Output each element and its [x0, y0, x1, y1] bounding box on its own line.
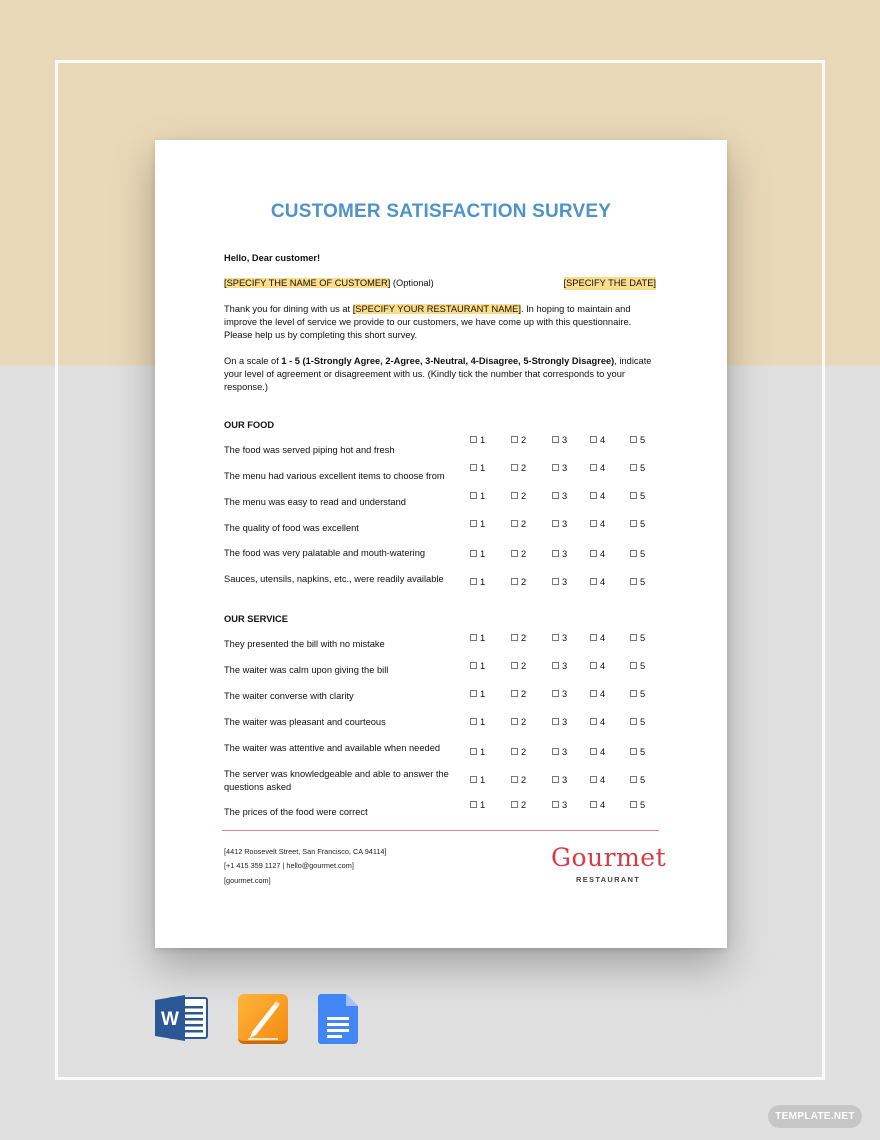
rating-option-label: 5 — [640, 689, 646, 699]
checkbox-icon[interactable] — [552, 634, 559, 641]
checkbox-icon[interactable] — [511, 776, 518, 783]
checkbox-icon[interactable] — [511, 748, 518, 755]
question-label: The prices of the food were correct — [224, 807, 368, 817]
rating-option[interactable] — [552, 799, 567, 811]
checkbox-icon[interactable] — [552, 436, 559, 443]
checkbox-icon[interactable] — [511, 690, 518, 697]
rating-option[interactable] — [630, 462, 645, 474]
word-icon[interactable] — [155, 994, 209, 1042]
checkbox-icon[interactable] — [470, 550, 477, 557]
rating-option[interactable] — [511, 462, 526, 474]
rating-option-label: 1 — [480, 689, 486, 699]
rating-option-label: 3 — [562, 775, 568, 785]
checkbox-icon[interactable] — [630, 634, 637, 641]
checkbox-icon[interactable] — [590, 436, 597, 443]
scale-prefix: On a scale of — [224, 356, 282, 366]
rating-option[interactable] — [552, 462, 567, 474]
question-label: The quality of food was excellent — [224, 523, 359, 533]
rating-option[interactable] — [470, 799, 485, 811]
checkbox-icon[interactable] — [590, 662, 597, 669]
checkbox-icon[interactable] — [590, 690, 597, 697]
rating-option-label: 1 — [480, 519, 486, 529]
svg-text:W: W — [161, 1009, 179, 1030]
rating-option[interactable] — [590, 462, 605, 474]
checkbox-icon[interactable] — [511, 464, 518, 471]
rating-option-label: 1 — [480, 717, 486, 727]
checkbox-icon[interactable] — [590, 520, 597, 527]
footer-website: [gourmet.com] — [224, 876, 271, 885]
rating-option-label: 2 — [521, 717, 527, 727]
rating-option[interactable] — [511, 518, 526, 530]
rating-option[interactable] — [552, 518, 567, 530]
pages-icon[interactable] — [238, 994, 288, 1044]
checkbox-icon[interactable] — [511, 718, 518, 725]
checkbox-icon[interactable] — [552, 662, 559, 669]
rating-option[interactable] — [630, 799, 645, 811]
checkbox-icon[interactable] — [470, 436, 477, 443]
rating-option[interactable] — [590, 632, 605, 644]
rating-option-label: 1 — [480, 633, 486, 643]
rating-option[interactable] — [552, 434, 567, 446]
rating-option[interactable] — [511, 490, 526, 502]
rating-option[interactable] — [630, 576, 645, 588]
checkbox-icon[interactable] — [552, 578, 559, 585]
rating-option-label: 2 — [521, 577, 527, 587]
rating-option[interactable] — [511, 548, 526, 560]
checkbox-icon[interactable] — [590, 634, 597, 641]
question-label: The menu was easy to read and understand — [224, 497, 406, 507]
rating-option[interactable] — [590, 548, 605, 560]
rating-option-label: 4 — [600, 435, 606, 445]
checkbox-icon[interactable] — [630, 776, 637, 783]
rating-option-label: 4 — [600, 775, 606, 785]
intro-suffix: . In hoping to maintain and improve the level of service we provide to our customers, we have come up with this questionnaire. Please help us by completing this short survey. — [224, 304, 632, 340]
rating-option[interactable] — [552, 746, 567, 758]
rating-option-label: 3 — [562, 800, 568, 810]
intro-paragraph — [224, 303, 660, 342]
rating-option-label: 2 — [521, 549, 527, 559]
checkbox-icon[interactable] — [470, 634, 477, 641]
checkbox-icon[interactable] — [630, 801, 637, 808]
checkbox-icon[interactable] — [511, 436, 518, 443]
rating-option-label: 2 — [521, 775, 527, 785]
rating-option[interactable] — [470, 518, 485, 530]
rating-option-label: 1 — [480, 747, 486, 757]
optional-label: (Optional) — [390, 278, 434, 288]
rating-option-label: 4 — [600, 717, 606, 727]
rating-option[interactable] — [590, 799, 605, 811]
rating-option-label: 5 — [640, 577, 646, 587]
rating-option-label: 4 — [600, 661, 606, 671]
rating-option-label: 1 — [480, 661, 486, 671]
rating-option[interactable] — [552, 660, 567, 672]
rating-option[interactable] — [470, 434, 485, 446]
checkbox-icon[interactable] — [630, 464, 637, 471]
rating-option[interactable] — [470, 746, 485, 758]
checkbox-icon[interactable] — [630, 436, 637, 443]
rating-option[interactable] — [590, 716, 605, 728]
footer-address: [4412 Roosevelt Street, San Francisco, CA 94114] — [224, 847, 387, 856]
checkbox-icon[interactable] — [552, 718, 559, 725]
section-heading: OUR FOOD — [224, 420, 275, 430]
template-net-badge[interactable]: TEMPLATE.NET — [768, 1105, 862, 1128]
rating-option[interactable] — [470, 576, 485, 588]
rating-option[interactable] — [470, 490, 485, 502]
question-label: The menu had various excellent items to choose from — [224, 471, 445, 481]
rating-option[interactable] — [552, 576, 567, 588]
rating-option[interactable] — [552, 688, 567, 700]
rating-option[interactable] — [470, 774, 485, 786]
intro-prefix: Thank you for dining with us at — [224, 304, 353, 314]
rating-option-label: 5 — [640, 775, 646, 785]
rating-option[interactable] — [590, 660, 605, 672]
checkbox-icon[interactable] — [630, 662, 637, 669]
rating-option-label: 5 — [640, 747, 646, 757]
rating-option[interactable] — [511, 716, 526, 728]
date-placeholder: [SPECIFY THE DATE] — [563, 278, 656, 288]
rating-option-label: 2 — [521, 747, 527, 757]
customer-name-placeholder: [SPECIFY THE NAME OF CUSTOMER] — [224, 278, 391, 288]
checkbox-icon[interactable] — [552, 801, 559, 808]
checkbox-icon[interactable] — [590, 464, 597, 471]
rating-option-label: 5 — [640, 463, 646, 473]
checkbox-icon[interactable] — [630, 550, 637, 557]
checkbox-icon[interactable] — [552, 748, 559, 755]
question-label: They presented the bill with no mistake — [224, 639, 385, 649]
question-label: The waiter was calm upon giving the bill — [224, 665, 389, 675]
rating-option[interactable] — [511, 660, 526, 672]
question-label: The waiter converse with clarity — [224, 691, 354, 701]
checkbox-icon[interactable] — [630, 748, 637, 755]
rating-option-label: 5 — [640, 519, 646, 529]
rating-option[interactable] — [552, 632, 567, 644]
rating-option-label: 3 — [562, 717, 568, 727]
checkbox-icon[interactable] — [552, 550, 559, 557]
rating-option-label: 3 — [562, 435, 568, 445]
rating-option[interactable] — [630, 746, 645, 758]
question-label: The food was served piping hot and fresh — [224, 445, 395, 455]
rating-option-label: 4 — [600, 689, 606, 699]
question-label: Sauces, utensils, napkins, etc., were readily available — [224, 574, 444, 584]
rating-option[interactable] — [630, 490, 645, 502]
rating-option-label: 2 — [521, 435, 527, 445]
scale-suffix: , indicate your level of agreement or disagreement with us. (Kindly tick the number that corresponds to your response.) — [224, 356, 652, 392]
checkbox-icon[interactable] — [590, 718, 597, 725]
checkbox-icon[interactable] — [511, 550, 518, 557]
checkbox-icon[interactable] — [511, 578, 518, 585]
rating-option[interactable] — [630, 688, 645, 700]
checkbox-icon[interactable] — [470, 464, 477, 471]
rating-option-label: 5 — [640, 435, 646, 445]
question-label: The waiter was pleasant and courteous — [224, 717, 386, 727]
checkbox-icon[interactable] — [470, 520, 477, 527]
rating-option-label: 4 — [600, 491, 606, 501]
footer-contact: [+1 415 359 1127 | hello@gourmet.com] — [224, 861, 354, 870]
rating-option-label: 3 — [562, 689, 568, 699]
rating-option-label: 2 — [521, 800, 527, 810]
rating-option-label: 2 — [521, 633, 527, 643]
rating-option[interactable] — [511, 434, 526, 446]
rating-option-label: 1 — [480, 577, 486, 587]
checkbox-icon[interactable] — [511, 492, 518, 499]
rating-option-label: 1 — [480, 435, 486, 445]
checkbox-icon[interactable] — [630, 578, 637, 585]
rating-option-label: 3 — [562, 519, 568, 529]
checkbox-icon[interactable] — [470, 718, 477, 725]
rating-option[interactable] — [470, 632, 485, 644]
rating-option[interactable] — [630, 660, 645, 672]
rating-option[interactable] — [470, 660, 485, 672]
checkbox-icon[interactable] — [470, 492, 477, 499]
rating-option-label: 4 — [600, 463, 606, 473]
checkbox-icon[interactable] — [552, 520, 559, 527]
rating-option-label: 5 — [640, 661, 646, 671]
rating-option[interactable] — [590, 576, 605, 588]
rating-option-label: 3 — [562, 491, 568, 501]
rating-option[interactable] — [590, 688, 605, 700]
rating-option[interactable] — [630, 716, 645, 728]
rating-option-label: 3 — [562, 661, 568, 671]
rating-option-label: 2 — [521, 463, 527, 473]
rating-option[interactable] — [470, 716, 485, 728]
rating-option-label: 4 — [600, 549, 606, 559]
checkbox-icon[interactable] — [511, 662, 518, 669]
rating-option-label: 3 — [562, 577, 568, 587]
checkbox-icon[interactable] — [552, 492, 559, 499]
checkbox-icon[interactable] — [590, 550, 597, 557]
checkbox-icon[interactable] — [590, 492, 597, 499]
gourmet-logo-subtitle: RESTAURANT — [576, 875, 641, 884]
rating-option[interactable] — [511, 576, 526, 588]
rating-option-label: 1 — [480, 549, 486, 559]
rating-option[interactable] — [511, 774, 526, 786]
rating-option[interactable] — [470, 462, 485, 474]
rating-option-label: 4 — [600, 800, 606, 810]
checkbox-icon[interactable] — [552, 464, 559, 471]
rating-option-label: 4 — [600, 633, 606, 643]
rating-option[interactable] — [630, 774, 645, 786]
google-docs-icon[interactable] — [318, 994, 358, 1044]
rating-option[interactable] — [470, 548, 485, 560]
rating-option[interactable] — [630, 434, 645, 446]
rating-option[interactable] — [590, 490, 605, 502]
question-label: The server was knowledgeable and able to answer the questions asked — [224, 769, 449, 792]
restaurant-name-placeholder: [SPECIFY YOUR RESTAURANT NAME] — [352, 304, 521, 314]
checkbox-icon[interactable] — [590, 748, 597, 755]
rating-option[interactable] — [590, 518, 605, 530]
scale-instructions — [224, 355, 660, 394]
rating-option-label: 1 — [480, 775, 486, 785]
checkbox-icon[interactable] — [511, 801, 518, 808]
rating-option-label: 5 — [640, 491, 646, 501]
checkbox-icon[interactable] — [552, 776, 559, 783]
rating-option[interactable] — [511, 746, 526, 758]
checkbox-icon[interactable] — [470, 748, 477, 755]
rating-option-label: 2 — [521, 491, 527, 501]
checkbox-icon[interactable] — [470, 801, 477, 808]
checkbox-icon[interactable] — [590, 578, 597, 585]
checkbox-icon[interactable] — [630, 690, 637, 697]
rating-option[interactable] — [511, 688, 526, 700]
rating-option-label: 2 — [521, 661, 527, 671]
rating-option-label: 1 — [480, 800, 486, 810]
rating-option-label: 3 — [562, 549, 568, 559]
rating-option-label: 3 — [562, 463, 568, 473]
question-label: The waiter was attentive and available when needed — [224, 743, 441, 753]
document-title: CUSTOMER SATISFACTION SURVEY — [270, 201, 612, 222]
survey-document — [155, 140, 727, 948]
rating-option-label: 2 — [521, 519, 527, 529]
rating-option[interactable] — [552, 490, 567, 502]
footer-divider — [222, 830, 659, 831]
rating-option-label: 5 — [640, 717, 646, 727]
rating-option-label: 1 — [480, 463, 486, 473]
checkbox-icon[interactable] — [630, 492, 637, 499]
rating-option-label: 5 — [640, 633, 646, 643]
rating-option[interactable] — [470, 688, 485, 700]
rating-option[interactable] — [590, 746, 605, 758]
rating-option-label: 3 — [562, 633, 568, 643]
checkbox-icon[interactable] — [511, 634, 518, 641]
rating-option[interactable] — [511, 632, 526, 644]
rating-option-label: 4 — [600, 577, 606, 587]
scale-legend: 1 - 5 (1-Strongly Agree, 2-Agree, 3-Neutral, 4-Disagree, 5-Strongly Disagree) — [281, 356, 615, 366]
rating-option[interactable] — [590, 774, 605, 786]
rating-option-label: 2 — [521, 689, 527, 699]
rating-option-label: 4 — [600, 747, 606, 757]
checkbox-icon[interactable] — [470, 578, 477, 585]
rating-option[interactable] — [630, 548, 645, 560]
checkbox-icon[interactable] — [470, 776, 477, 783]
rating-option-label: 1 — [480, 491, 486, 501]
checkbox-icon[interactable] — [630, 718, 637, 725]
checkbox-icon[interactable] — [590, 801, 597, 808]
checkbox-icon[interactable] — [590, 776, 597, 783]
rating-option-label: 5 — [640, 800, 646, 810]
rating-option[interactable] — [511, 799, 526, 811]
checkbox-icon[interactable] — [552, 690, 559, 697]
checkbox-icon[interactable] — [511, 520, 518, 527]
rating-option-label: 5 — [640, 549, 646, 559]
question-label: The food was very palatable and mouth-watering — [224, 548, 426, 558]
rating-option[interactable] — [552, 774, 567, 786]
section-heading: OUR SERVICE — [224, 614, 288, 624]
rating-option-label: 3 — [562, 747, 568, 757]
rating-option[interactable] — [552, 716, 567, 728]
rating-option[interactable] — [552, 548, 567, 560]
rating-option[interactable] — [630, 518, 645, 530]
checkbox-icon[interactable] — [470, 662, 477, 669]
rating-option[interactable] — [630, 632, 645, 644]
rating-option-label: 4 — [600, 519, 606, 529]
gourmet-logo: Gourmet — [551, 843, 667, 872]
checkbox-icon[interactable] — [630, 520, 637, 527]
greeting: Hello, Dear customer! — [224, 253, 321, 263]
rating-option[interactable] — [590, 434, 605, 446]
checkbox-icon[interactable] — [470, 690, 477, 697]
